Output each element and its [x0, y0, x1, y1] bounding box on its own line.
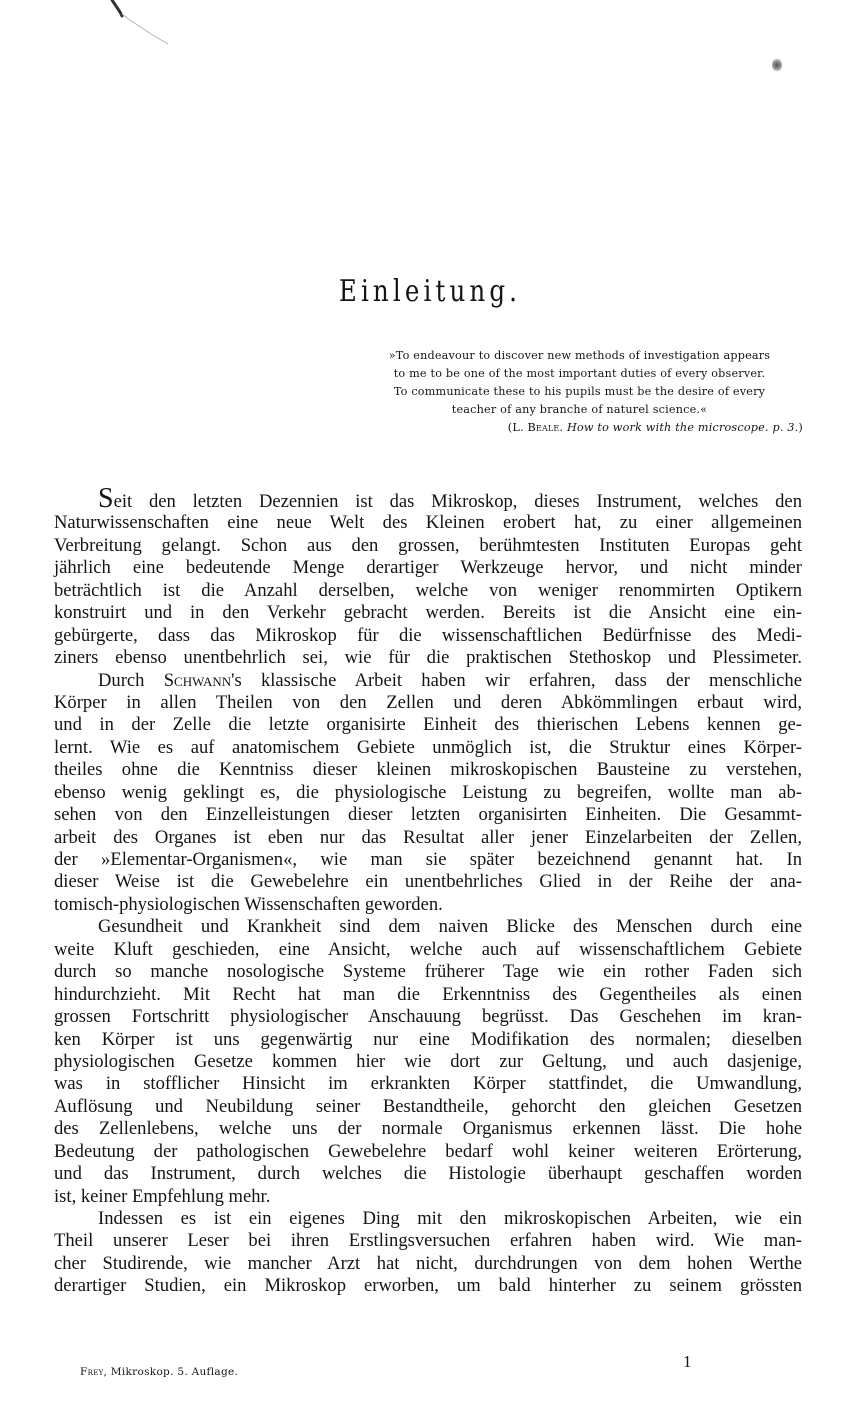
citation-work: How to work with the microscope. p. 3. — [567, 421, 799, 434]
text-line: Gesundheit und Krankheit sind dem naiven Blicke des Menschen durch eine — [98, 916, 802, 938]
chapter-title: Einleitung. — [338, 274, 522, 310]
epigraph-line: teacher of any branche of naturel science.« — [451, 403, 708, 416]
text-line — [54, 670, 802, 692]
epigraph-line: to me to be one of the most important duties of every observer. — [393, 367, 766, 380]
paragraph — [54, 670, 802, 917]
citation-separator: . — [559, 421, 567, 434]
text-line: arbeit des Organes ist eben nur das Resultat aller jener Einzelarbeiten der Zellen, — [54, 826, 802, 848]
text-line: physiologischen Gesetze kommen hier wie dort zur Geltung, und auch dasjenige, — [54, 1050, 802, 1072]
body-text — [54, 483, 802, 1298]
text-line: ebenso wenig geklingt es, die physiologische Leistung zu begreifen, wollte man ab- — [54, 781, 802, 803]
text-line: Körper in allen Theilen von den Zellen und deren Abkömmlingen erbaut wird, — [54, 691, 802, 713]
text-line: Verbreitung gelangt. Schon aus den grossen, berühmtesten Instituten Europas geht — [54, 534, 802, 556]
text-line-content: Durch — [98, 669, 164, 691]
text-line: beträchtlich ist die Anzahl derselben, welche von weniger renommirten Optikern — [54, 579, 802, 601]
signature-line — [80, 1366, 238, 1378]
text-line: Naturwissenschaften eine neue Welt des Kleinen erobert hat, zu einer allgemeinen — [54, 512, 802, 534]
text-line: der »Elementar-Organismen«, wie man sie später bezeichnend genannt hat. In — [54, 849, 802, 870]
text-line: cher Studirende, wie mancher Arzt hat nicht, durchdrungen von dem hohen Werthe — [54, 1252, 802, 1274]
text-line-content: eit den letzten Dezennien ist das Mikroskop, dieses Instrument, welches den — [113, 491, 802, 512]
author-name: Schwann — [163, 669, 232, 691]
paragraph — [54, 483, 802, 670]
text-line: grossen Fortschritt physiologischer Anschauung begrüsst. Das Geschehen im kran- — [54, 1006, 802, 1028]
text-line: tomisch-physiologischen Wissenschaften geworden. — [54, 893, 443, 915]
paragraph — [54, 1208, 802, 1298]
signature-author: Frey — [80, 1366, 104, 1378]
text-line: und das Instrument, durch welches die Histologie überhaupt geschaffen worden — [54, 1163, 802, 1185]
signature-rest: , Mikroskop. 5. Auflage. — [103, 1366, 239, 1378]
text-line: hindurchzieht. Mit Recht hat man die Erkenntniss des Gegentheiles als einen — [54, 983, 802, 1005]
text-line: sehen von den Einzelleistungen dieser letzten organisirten Einheiten. Die Gesammt- — [54, 804, 802, 826]
text-line: lernt. Wie es auf anatomischem Gebiete unmöglich ist, die Struktur eines Körper- — [54, 736, 802, 758]
scan-artifact-mark — [110, 0, 170, 45]
text-line: theiles ohne die Kenntniss dieser kleinen mikroskopischen Bausteine zu verstehen, — [54, 759, 802, 781]
text-line: was in stofflicher Hinsicht im erkrankten Körper stattfindet, die Umwandlung, — [54, 1073, 802, 1095]
text-line: ist, keiner Empfehlung mehr. — [54, 1185, 271, 1207]
text-line: ken Körper ist uns gegenwärtig nur eine Modifikation des normalen; dieselben — [54, 1028, 802, 1050]
text-line: durch so manche nosologische Systeme früherer Tage wie ein rother Faden sich — [54, 961, 802, 983]
text-line — [54, 483, 802, 514]
text-line: Auflösung und Neubildung seiner Bestandtheile, gehorcht den gleichen Gesetzen — [54, 1095, 802, 1117]
citation-author: Beale — [527, 421, 560, 434]
epigraph — [352, 347, 807, 437]
text-line: dieser Weise ist die Gewebelehre ein unentbehrliches Glied in der Reihe der ana- — [54, 871, 802, 893]
text-line: Theil unserer Leser bei ihren Erstlingsversuchen erfahren haben wird. Wie man- — [54, 1230, 802, 1252]
epigraph-line: »To endeavour to discover new methods of investigation appears — [388, 349, 771, 362]
epigraph-line: To communicate these to his pupils must be the desire of every — [393, 385, 766, 398]
citation-open: (L. — [507, 421, 528, 434]
text-line: des Zellenlebens, welche uns der normale Organismus erkennen lässt. Die hohe — [54, 1118, 802, 1140]
paragraph — [54, 916, 802, 1208]
text-line: und in der Zelle die letzte organisirte Einheit des thierischen Lebens kennen ge- — [54, 714, 802, 736]
scan-artifact-spot — [772, 58, 782, 72]
text-line: derartiger Studien, ein Mikroskop erworben, um bald hinterher zu seinem grössten — [54, 1275, 802, 1297]
text-line: ziners ebenso unentbehrlich sei, wie für die praktischen Stethoskop und Plessimeter. — [54, 647, 802, 669]
text-line-content: 's klassische Arbeit haben wir erfahren, dass der menschliche — [231, 669, 802, 691]
citation-close: ) — [798, 421, 803, 434]
epigraph-citation — [352, 419, 807, 437]
text-line: gebürgerte, dass das Mikroskop für die wissenschaftlichen Bedürfnisse des Medi- — [54, 624, 802, 646]
text-line: weite Kluft geschieden, eine Ansicht, welche auch auf wissenschaftlichem Gebiete — [54, 938, 802, 960]
text-line: Indessen es ist ein eigenes Ding mit den mikroskopischen Arbeiten, wie ein — [98, 1208, 802, 1229]
page-number: 1 — [683, 1352, 692, 1371]
drop-cap: S — [98, 483, 114, 514]
text-line: konstruirt und in den Verkehr gebracht werden. Bereits ist die Ansicht eine ein- — [54, 602, 802, 624]
text-line: Bedeutung der pathologischen Gewebelehre bedarf wohl keiner weiteren Erörterung, — [54, 1140, 802, 1162]
text-line: jährlich eine bedeutende Menge derartiger Werkzeuge hervor, und nicht minder — [54, 557, 802, 579]
